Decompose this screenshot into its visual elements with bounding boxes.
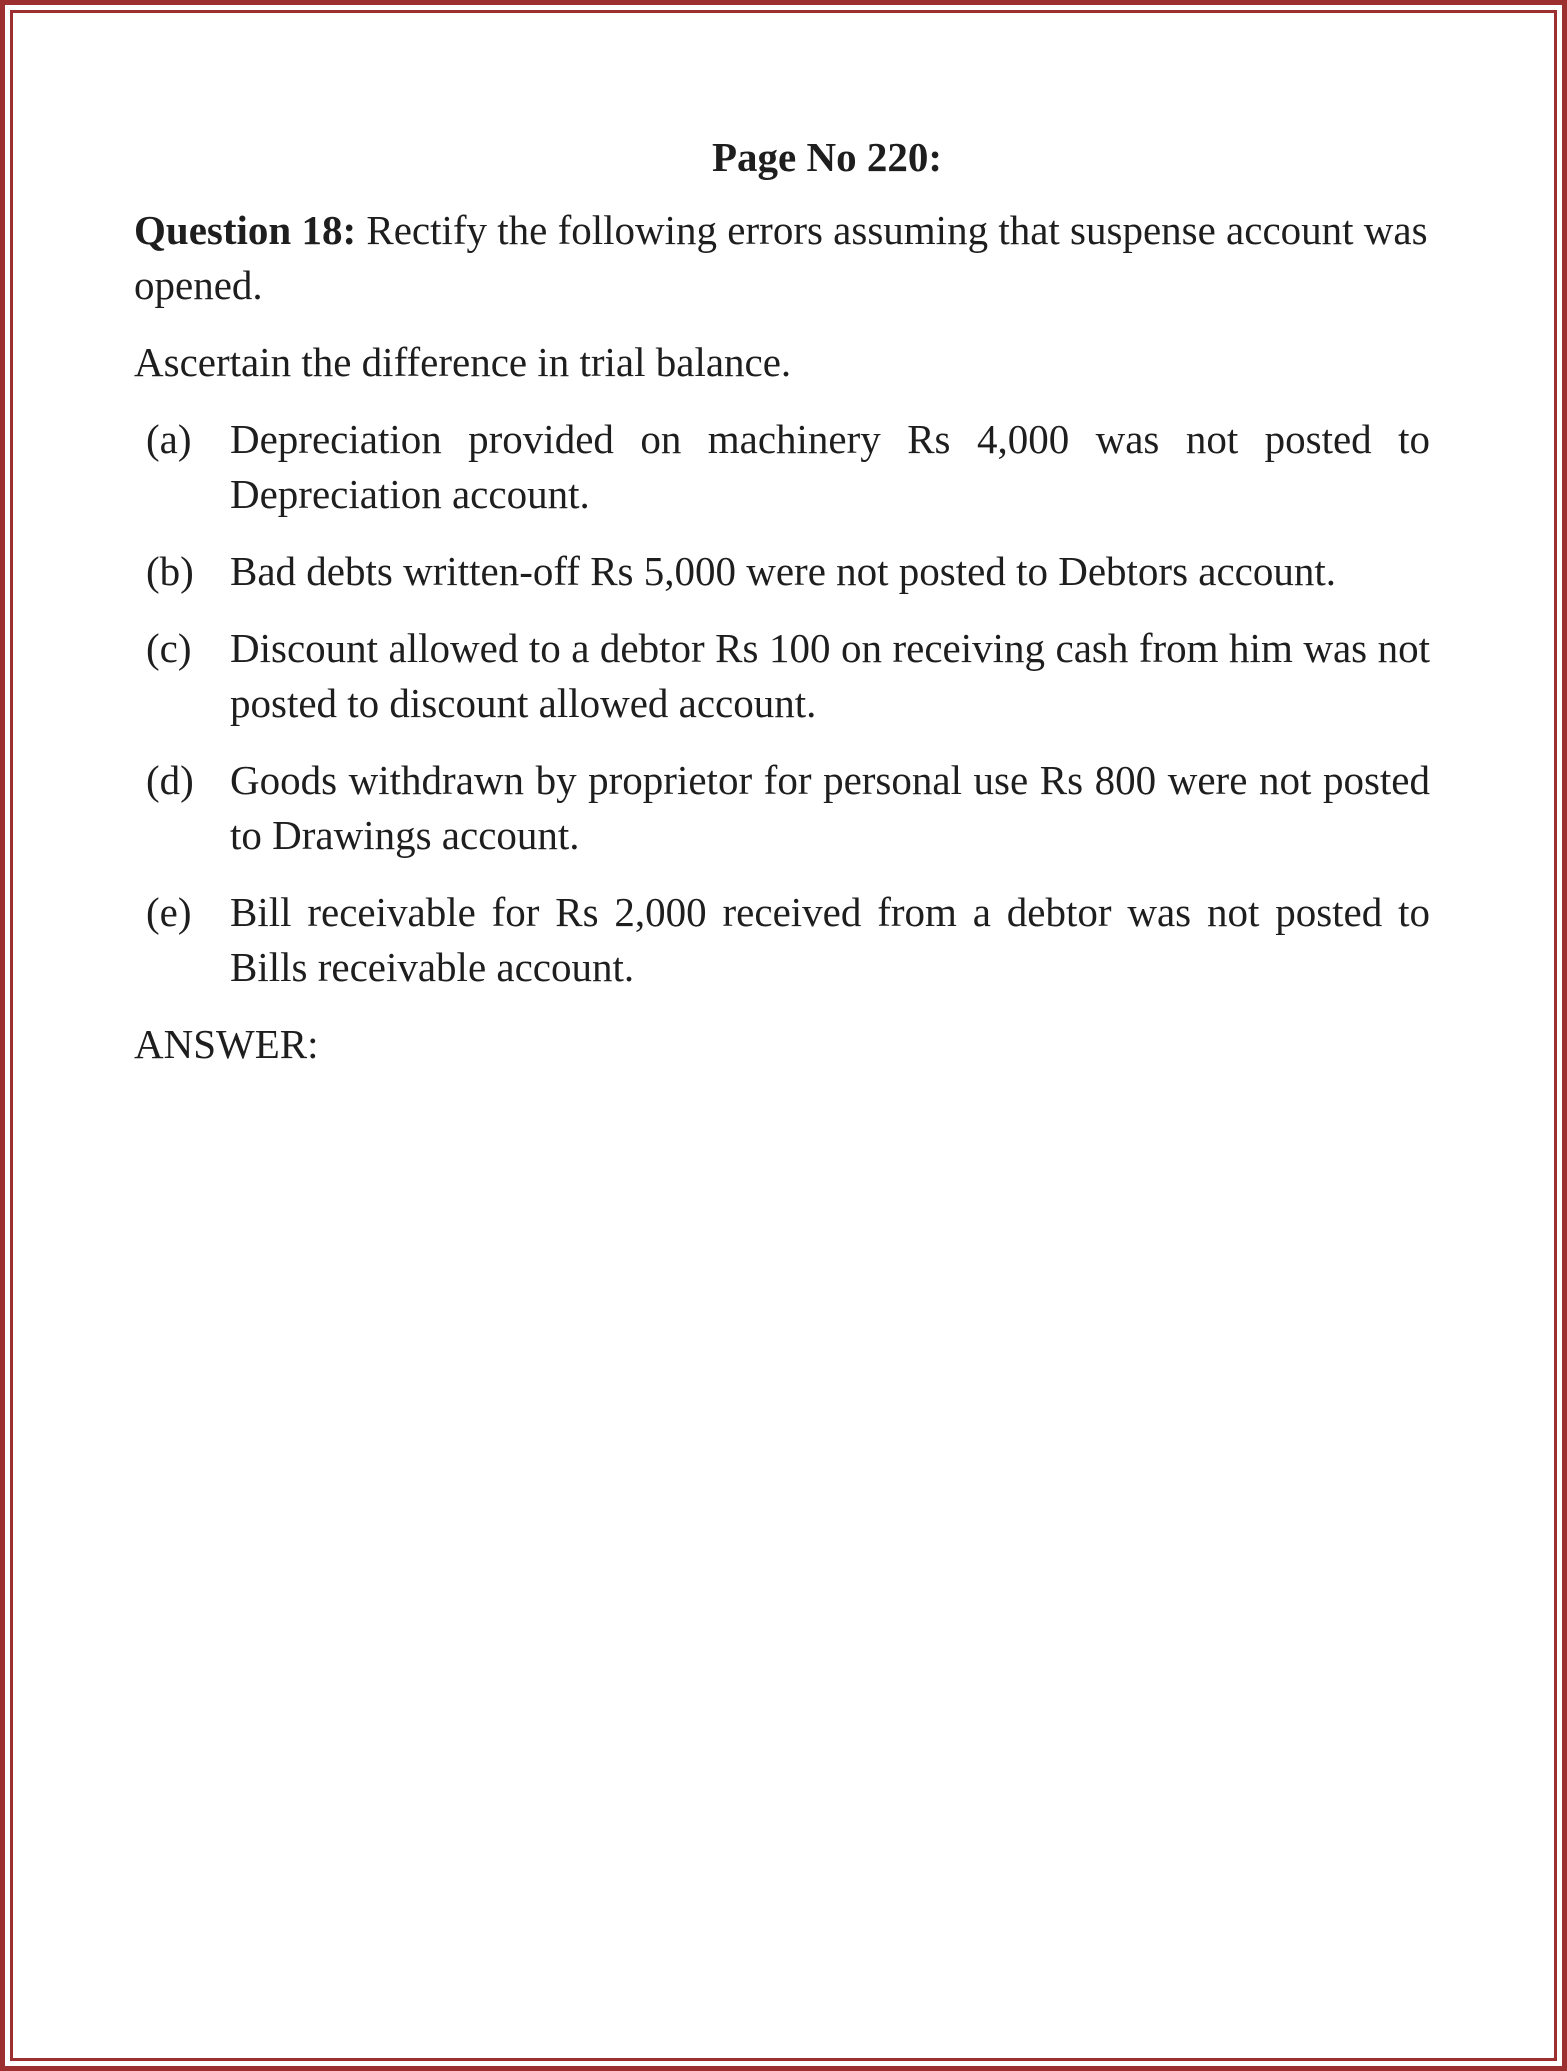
item-marker: (a) [146,416,192,462]
list-item [134,544,1430,599]
item-marker: (e) [146,889,192,935]
item-marker: (d) [146,757,194,803]
question-body: Rectify the following errors assuming that suspense account was opened. [134,207,1428,308]
instruction-text: Ascertain the difference in trial balance. [134,339,792,385]
answer-label: ANSWER: [134,1021,319,1067]
list-item [134,412,1430,522]
item-text: Bill receivable for Rs 2,000 received from a debtor was not posted to Bills receivable account. [230,889,1430,990]
item-marker: (b) [146,548,194,594]
list-item [134,885,1430,995]
item-marker: (c) [146,625,192,671]
item-text: Bad debts written-off Rs 5,000 were not posted to Debtors account. [230,548,1337,594]
list-item [134,621,1430,731]
question-label: Question 18: [134,207,357,253]
item-text: Goods withdrawn by proprietor for personal use Rs 800 were not posted to Drawings account. [230,757,1430,858]
item-text: Discount allowed to a debtor Rs 100 on receiving cash from him was not posted to discount allowed account. [230,625,1430,726]
page-title: Page No 220: [711,134,942,180]
document-content [134,130,1430,1072]
question-text [134,203,1430,313]
item-text: Depreciation provided on machinery Rs 4,000 was not posted to Depreciation account. [230,416,1430,517]
error-list [134,412,1430,995]
list-item [134,753,1430,863]
